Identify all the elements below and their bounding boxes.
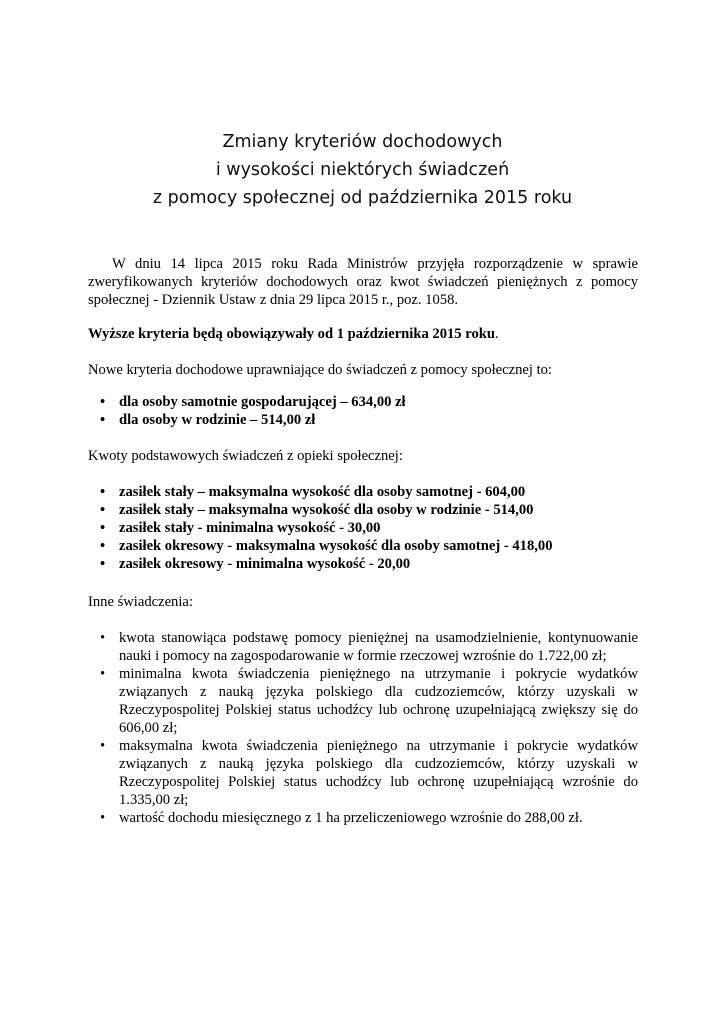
title-line-2: i wysokości niektórych świadczeń: [215, 160, 510, 180]
list-item: [88, 411, 638, 429]
list-item-text: wartość dochodu miesięcznego z 1 ha przeliczeniowego wzrośnie do 288,00 zł.: [119, 810, 583, 826]
bullet-icon: •: [100, 810, 106, 826]
list-item-text: zasiłek okresowy - maksymalna wysokość dla osoby samotnej - 418,00: [119, 538, 553, 554]
list-item: [88, 555, 638, 573]
bullet-icon: •: [100, 520, 106, 536]
bullet-icon: •: [100, 630, 106, 646]
list-item-text: zasiłek stały – maksymalna wysokość dla osoby w rodzinie - 514,00: [119, 502, 534, 518]
bullet-icon: •: [100, 484, 106, 500]
list-item-text: maksymalna kwota świadczenia pieniężnego na utrzymanie i pokrycie wydatków związanych z nauką języka polskiego dla cudzoziemców, którzy uzyskali w Rzeczypospolitej Polskiej status uchodźcy lub ochronę uzupełniającą wzrośnie do 1.335,00 zł;: [119, 738, 638, 808]
list-item: [88, 393, 638, 411]
bullet-icon: •: [100, 502, 106, 518]
list-item-text: minimalna kwota świadczenia pieniężnego na utrzymanie i pokrycie wydatków związanych z nauką języka polskiego dla cudzoziemców, którzy uzyskali w Rzeczypospolitej Polskiej status uchodźcy lub ochronę uzupełniającą zwiększy się do 606,00 zł;: [119, 666, 638, 736]
list-item: [88, 629, 638, 665]
bullet-icon: •: [100, 738, 106, 754]
other-heading: Inne świadczenia:: [88, 594, 193, 610]
benefits-heading: Kwoty podstawowych świadczeń z opieki społecznej:: [88, 448, 403, 464]
page-title: [0, 128, 725, 212]
list-item: [88, 665, 638, 737]
list-item-text: kwota stanowiąca podstawę pomocy pieniężnej na usamodzielnienie, kontynuowanie nauki i pomocy na zagospodarowanie w formie rzeczowej wzrośnie do 1.722,00 zł;: [119, 630, 638, 664]
bullet-icon: •: [100, 394, 106, 410]
benefits-list: [88, 483, 638, 573]
list-item: [88, 537, 638, 555]
highlight-paragraph: [88, 325, 638, 343]
highlight-text: Wyższe kryteria będą obowiązywały od 1 października 2015 roku: [88, 326, 495, 342]
title-line-1: Zmiany kryteriów dochodowych: [222, 132, 503, 152]
list-item: [88, 483, 638, 501]
list-item-text: dla osoby w rodzinie – 514,00 zł: [119, 412, 316, 428]
bullet-icon: •: [100, 538, 106, 554]
list-item: [88, 737, 638, 809]
list-item: [88, 519, 638, 537]
bullet-icon: •: [100, 666, 106, 682]
criteria-list: [88, 393, 638, 429]
list-item-text: zasiłek stały - minimalna wysokość - 30,00: [119, 520, 381, 536]
bullet-icon: •: [100, 412, 106, 428]
highlight-period: .: [495, 326, 499, 342]
title-line-3: z pomocy społecznej od października 2015 roku: [152, 188, 573, 208]
other-list: [88, 629, 638, 827]
intro-paragraph: W dniu 14 lipca 2015 roku Rada Ministrów przyjęła rozporządzenie w sprawie zweryfikowanych kryteriów dochodowych oraz kwot świadczeń pieniężnych z pomocy społecznej - Dziennik Ustaw z dnia 29 lipca 2015 r., poz. 1058.: [88, 256, 638, 308]
list-item-text: zasiłek stały – maksymalna wysokość dla osoby samotnej - 604,00: [119, 484, 526, 500]
document-body: [88, 255, 638, 827]
list-item: [88, 809, 638, 827]
list-item-text: zasiłek okresowy - minimalna wysokość - 20,00: [119, 556, 411, 572]
list-item: [88, 501, 638, 519]
criteria-heading: Nowe kryteria dochodowe uprawniające do świadczeń z pomocy społecznej to:: [88, 362, 552, 378]
list-item-text: dla osoby samotnie gospodarującej – 634,00 zł: [119, 394, 406, 410]
bullet-icon: •: [100, 556, 106, 572]
